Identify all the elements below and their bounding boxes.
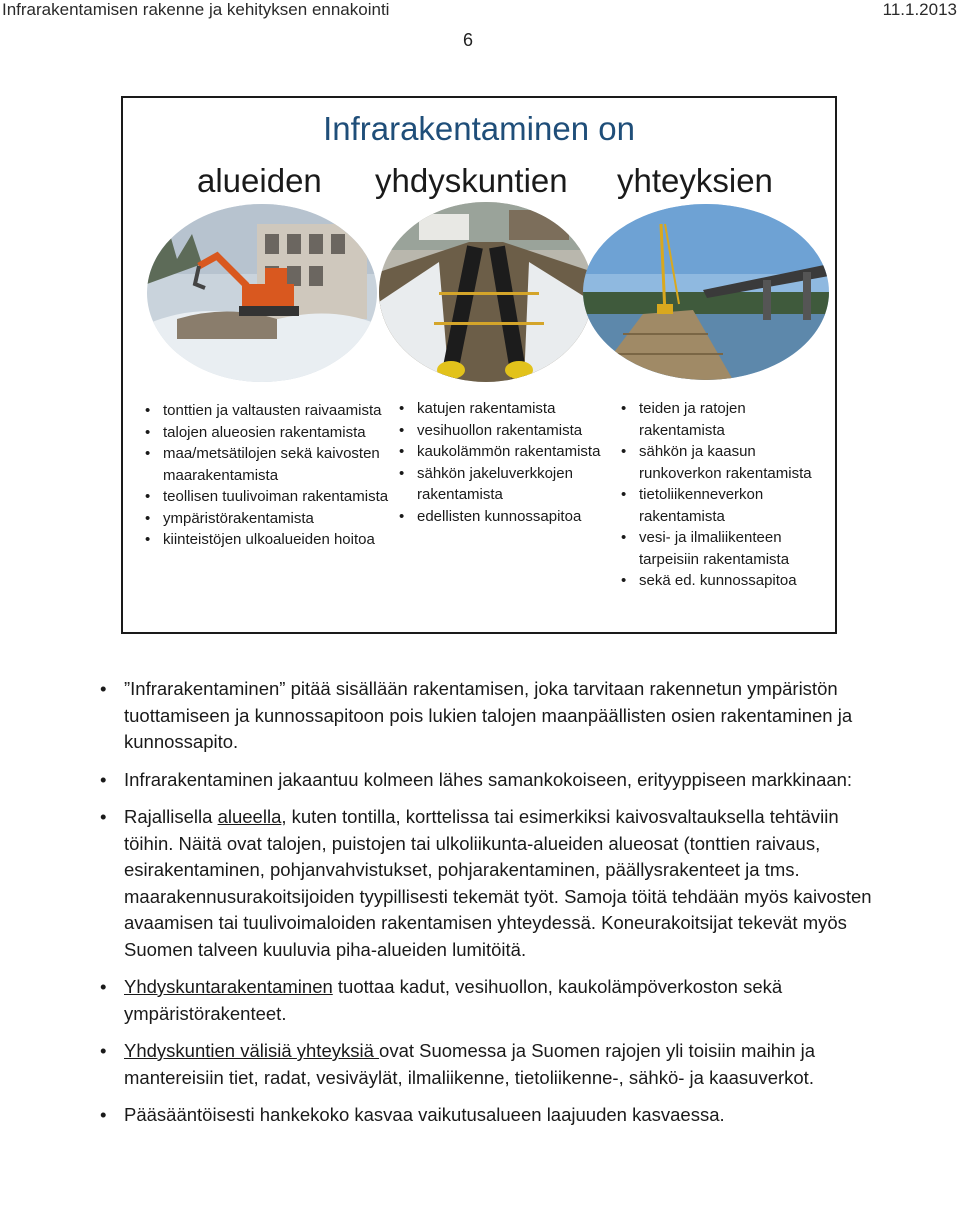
- list-item: • teollisen tuulivoiman rakentamista: [139, 486, 395, 508]
- pipeline-trench-photo: [379, 202, 593, 382]
- bullet-definition: [96, 676, 876, 756]
- bullet-text-post: ovat Suomessa ja Suomen rajojen yli toisiin maihin ja mantereisiin tiet, radat, vesiväylät, ilmaliikenne, tietoliikenne-, sähkö- ja kaasuverkot.: [124, 1040, 816, 1088]
- list-item: • edellisten kunnossapitoa: [393, 506, 617, 528]
- underlined-term-connections: Yhdyskuntien välisiä yhteyksiä: [124, 1040, 380, 1061]
- list-item: • ympäristörakentamista: [139, 508, 395, 530]
- list-item: • sähkön ja kaasun runkoverkon rakentamista: [615, 441, 833, 484]
- bullet-communities: [96, 974, 876, 1027]
- bullet-text-pre: Rajallisella: [124, 806, 218, 827]
- document-date: 11.1.2013: [882, 0, 957, 19]
- underlined-term-communities: Yhdyskuntarakentaminen: [124, 976, 333, 997]
- bullet-areas: [96, 804, 876, 963]
- column-heading-communities: yhdyskuntien: [375, 162, 568, 199]
- column-heading-areas: alueiden: [197, 162, 322, 199]
- bullet-text: Pääsääntöisesti hankekoko kasvaa vaikutusalueen laajuuden kasvaessa.: [124, 1104, 725, 1125]
- list-item: • katujen rakentamista: [393, 398, 617, 420]
- list-item: • tietoliikenneverkon rakentamista: [615, 484, 833, 527]
- main-bullet-list: [96, 676, 876, 1140]
- slide-figure: [121, 96, 837, 634]
- communities-list: [393, 398, 617, 527]
- slide-title: Infrarakentaminen on: [323, 110, 635, 147]
- column-heading-connections: yhteyksien: [617, 162, 773, 199]
- page-number: 6: [462, 30, 473, 50]
- bullet-text-post: tuottaa kadut, vesihuollon, kaukolämpöverkoston sekä ympäristörakenteet.: [124, 976, 783, 1024]
- list-item: • vesihuollon rakentamista: [393, 420, 617, 442]
- list-item: • maa/metsätilojen sekä kaivosten maarakentamista: [139, 443, 395, 486]
- bullet-text: Infrarakentaminen jakaantuu kolmeen lähes samankokoiseen, erityyppiseen markkinaan:: [124, 768, 853, 790]
- connections-list: [615, 398, 833, 592]
- list-item: • kiinteistöjen ulkoalueiden hoitoa: [139, 529, 395, 551]
- bullet-text: ”Infrarakentaminen” pitää sisällään rakentamisen, joka tarvitaan rakennetun ympäristön tuottamiseen ja kunnossapitoon pois lukien talojen maanpäällisten osien rakentaminen ja kunnossapito.: [124, 678, 853, 752]
- list-item: • sekä ed. kunnossapitoa: [615, 570, 833, 592]
- bullet-connections: [96, 1038, 876, 1091]
- list-item: • teiden ja ratojen rakentamista: [615, 398, 833, 441]
- list-item: • tonttien ja valtausten raivaamista: [139, 400, 395, 422]
- areas-list: [139, 400, 395, 551]
- bullet-markets: [96, 767, 876, 794]
- bullet-text-post: , kuten tontilla, korttelissa tai esimerkiksi kaivosvaltauksella tehtäviin töihin. Näitä ovat talojen, puistojen tai ulkoliikunta-alueiden alueosat (tonttien raivaus, esirakentaminen, pohjanvahvistukset, pohjarakentaminen, päällysrakenteet ja tms. maarakennusurakoitsijoiden tyypillisesti tekemät työt. Samoja töitä tehdään myös kaivosten avaamisen tai tuulivoimaloiden rakentamisen yhteydessä. Koneurakoitsijat tekevät myös Suomen talveen kuuluvia piha-alueiden lumitöitä.: [124, 806, 872, 960]
- document-title: Infrarakentamisen rakenne ja kehityksen ennakointi: [2, 0, 390, 19]
- list-item: • talojen alueosien rakentamista: [139, 422, 395, 444]
- list-item: • sähkön jakeluverkkojen rakentamista: [393, 463, 617, 506]
- bridge-construction-photo: [583, 204, 829, 380]
- list-item: • kaukolämmön rakentamista: [393, 441, 617, 463]
- excavator-demolition-photo: [147, 204, 377, 382]
- page-header: [0, 0, 960, 24]
- underlined-term-areas: alueella: [217, 806, 282, 827]
- list-item: • vesi- ja ilmaliikenteen tarpeisiin rakentamista: [615, 527, 833, 570]
- bullet-project-size: [96, 1102, 876, 1129]
